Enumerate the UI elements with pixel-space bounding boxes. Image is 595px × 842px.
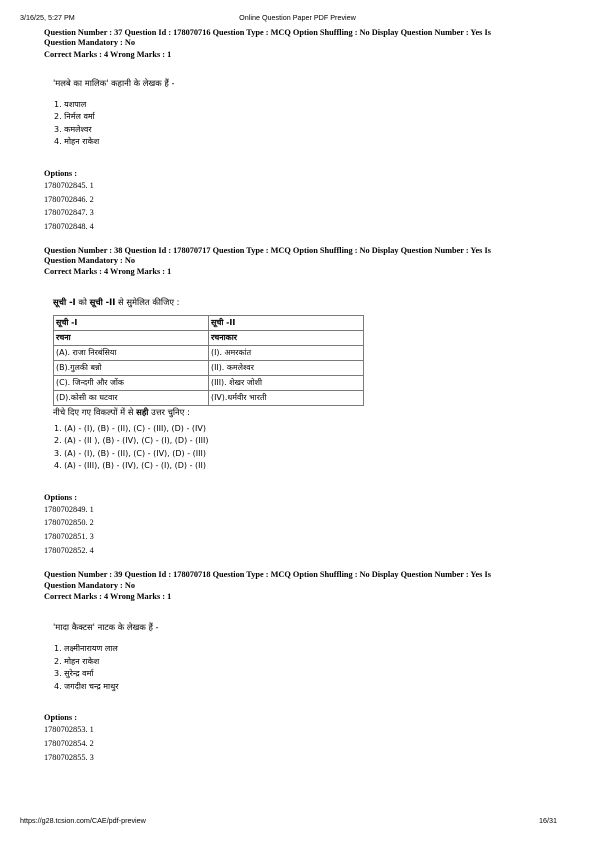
table-row — [54, 360, 364, 375]
table-row — [54, 390, 364, 405]
table-cell: (B).गुलकी बन्नो — [54, 360, 209, 375]
choice-item: 4. (A) - (III), (B) - (IV), (C) - (I), (D) - (II) — [54, 461, 206, 471]
question-marks: Correct Marks : 4 Wrong Marks : 1 — [44, 592, 172, 601]
choice-item: 1. (A) - (I), (B) - (II), (C) - (III), (D) - (IV) — [54, 423, 206, 433]
question-meta-line: Question Mandatory : No — [44, 38, 136, 48]
choice-item: 4. जगदीश चन्द्र माथुर — [54, 681, 119, 691]
question-meta — [44, 570, 554, 591]
choice-item: 2. (A) - (II ), (B) - (IV), (C) - (I), (D) - (III) — [54, 436, 209, 446]
option-id-list — [44, 723, 554, 764]
option-id: 1780702855. 3 — [44, 752, 94, 762]
table-row — [54, 345, 364, 360]
choice-list — [54, 643, 554, 693]
question-marks: Correct Marks : 4 Wrong Marks : 1 — [44, 267, 172, 277]
print-header — [20, 13, 575, 25]
question-marks: Correct Marks : 4 Wrong Marks : 1 — [44, 49, 172, 59]
page-url: https://g28.tcsion.com/CAE/pdf-preview — [20, 816, 146, 825]
options-label: Options : — [44, 168, 77, 178]
option-id: 1780702851. 3 — [44, 532, 94, 541]
table-cell: (D).कोसी का घटवार — [54, 390, 209, 405]
option-id-list — [44, 503, 554, 558]
table-row — [54, 375, 364, 390]
table-header-list-2: सूची -II — [209, 315, 364, 330]
option-id: 1780702845. 1 — [44, 180, 94, 190]
table-cell: (C). जिन्दगी और जोंक — [54, 375, 209, 390]
choice-item: 1. लक्ष्मीनारायण लाल — [54, 644, 118, 654]
option-id: 1780702846. 2 — [44, 194, 94, 204]
list-2-ref: सूची -II — [89, 296, 116, 307]
option-id: 1780702847. 3 — [44, 208, 94, 218]
choice-item: 1. यशपाल — [54, 99, 87, 109]
choice-item: 2. निर्मल वर्मा — [54, 112, 95, 122]
option-id-list — [44, 179, 554, 234]
table-cell: (IV).धर्मवीर भारती — [209, 390, 364, 405]
question-list — [44, 28, 554, 764]
answer-prompt — [53, 406, 554, 418]
prompt-text: नीचे दिए गए विकल्पों में से — [53, 406, 137, 417]
option-id: 1780702852. 4 — [44, 545, 94, 555]
question-meta — [44, 246, 554, 267]
question-37 — [44, 28, 554, 234]
question-meta-line: Question Number : 38 Question Id : 178070717 Question Type : MCQ Option Shuffling : No Display Question Number : Yes Is — [44, 245, 491, 255]
question-meta-line: Question Number : 37 Question Id : 178070716 Question Type : MCQ Option Shuffling : No Display Question Number : Yes Is — [44, 28, 491, 37]
table-cell: (III). शेखर जोशी — [209, 375, 364, 390]
page-number: 16/31 — [539, 816, 557, 825]
option-id: 1780702854. 2 — [44, 739, 94, 748]
table-subheader-author: रचनाकार — [209, 330, 364, 345]
prompt-text: उत्तर चुनिए : — [148, 406, 190, 417]
question-39 — [44, 570, 554, 764]
question-meta-line: Question Number : 39 Question Id : 178070718 Question Type : MCQ Option Shuffling : No Display Question Number : Yes Is — [44, 570, 491, 580]
question-meta-line: Question Mandatory : No — [44, 256, 136, 265]
choice-list — [54, 423, 554, 473]
print-datetime: 3/16/25, 5:27 PM — [20, 13, 75, 22]
question-text: 'मलबे का मालिक' कहानी के लेखक हैं - — [53, 77, 175, 88]
table-subheader-work: रचना — [54, 330, 209, 345]
table-header-list-1: सूची -I — [54, 315, 209, 330]
options-label: Options : — [44, 713, 77, 723]
print-footer — [20, 816, 557, 828]
choice-item: 3. सुरेन्द्र वर्मा — [54, 669, 94, 679]
question-38 — [44, 246, 554, 558]
option-id: 1780702850. 2 — [44, 518, 94, 528]
choice-list — [54, 99, 554, 149]
choice-item: 3. कमलेश्वर — [54, 124, 92, 134]
question-meta-line: Question Mandatory : No — [44, 580, 136, 590]
prompt-emphasis: सही — [136, 406, 149, 417]
option-id: 1780702848. 4 — [44, 222, 94, 231]
table-cell: (II). कमलेश्वर — [209, 360, 364, 375]
option-id: 1780702849. 1 — [44, 504, 94, 514]
choice-item: 2. मोहन राकेश — [54, 656, 100, 666]
question-text: 'मादा कैक्टस' नाटक के लेखक हैं - — [53, 622, 159, 633]
table-cell: (A). राजा निरबंसिया — [54, 345, 209, 360]
option-id: 1780702853. 1 — [44, 725, 94, 735]
list-1-ref: सूची -I — [53, 296, 76, 307]
instruction-text: को — [75, 296, 90, 307]
question-instruction — [53, 296, 554, 308]
instruction-text: से सुमेलित कीजिए : — [115, 296, 180, 307]
question-meta — [44, 28, 554, 49]
print-title: Online Question Paper PDF Preview — [239, 13, 356, 22]
options-label: Options : — [44, 492, 77, 502]
table-cell: (I). अमरकांत — [209, 345, 364, 360]
choice-item: 3. (A) - (I), (B) - (II), (C) - (IV), (D) - (III) — [54, 448, 206, 458]
choice-item: 4. मोहन राकेश — [54, 137, 100, 147]
match-table — [53, 315, 364, 406]
